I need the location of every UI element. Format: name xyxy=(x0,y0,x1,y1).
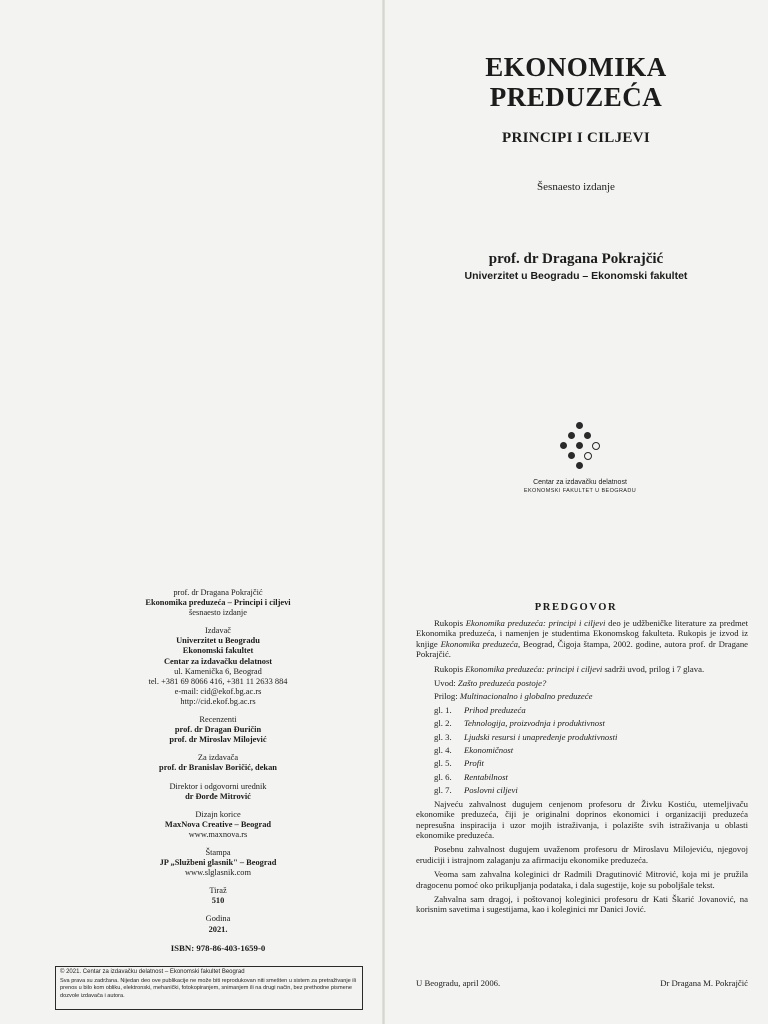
contents-list xyxy=(434,678,748,796)
place-date: U Beogradu, april 2006. xyxy=(416,978,501,988)
contents-chapter: gl. 7. Poslovni ciljevi xyxy=(434,785,518,796)
signature: Dr Dragana M. Pokrajčić xyxy=(660,978,748,988)
preface-paragraph: Rukopis Ekonomika preduzeća: principi i ciljevi sadrži uvod, prilog i 7 glava. xyxy=(434,663,705,674)
editor-label: Direktor i odgovorni urednik xyxy=(169,781,267,791)
print-label: Štampa xyxy=(205,847,231,857)
print-run: 510 xyxy=(211,896,225,906)
reviewer-1: prof. dr Dragan Đuričin xyxy=(174,725,262,735)
colophon-edition: šesnaesto izdanje xyxy=(189,608,247,618)
publisher-address: ul. Kamenička 6, Beograd xyxy=(174,666,262,676)
preface-heading: PREDGOVOR xyxy=(534,602,618,613)
publisher-line3: Centar za izdavačku delatnost xyxy=(163,656,273,666)
print-run-label: Tiraž xyxy=(209,886,227,896)
reviewers-label: Recenzenti xyxy=(199,715,237,725)
title-block xyxy=(384,52,768,193)
colophon xyxy=(118,588,318,953)
logo-line-2: EKONOMSKI FAKULTET U BEOGRADU xyxy=(523,488,637,494)
book-title xyxy=(384,52,768,112)
preface-body xyxy=(416,618,748,919)
colophon-author: prof. dr Dragana Pokrajčić xyxy=(173,588,263,597)
publisher-logo xyxy=(480,420,680,496)
publisher-label: Izdavač xyxy=(204,626,232,636)
contents-chapter: gl. 6. Rentabilnost xyxy=(434,771,508,782)
cover-label: Dizajn korice xyxy=(195,809,241,819)
year: 2021. xyxy=(208,924,228,934)
rights-text: Sva prava su zadržana. Nijedan deo ove publikacije ne može biti reprodukovan niti smešten u sistem za pretraživanje ili prenos u bilo kom obliku, elektronski, mehanički, fotokopiranjem, snimanjem ili na drugi način, bez prethodne pismene dozvole izdavača i autora. xyxy=(60,978,357,999)
year-label: Godina xyxy=(205,914,231,924)
preface-paragraph: Zahvalna sam dragoj, i poštovanoj koleginici profesoru dr Kati Škarić Jovanović, na korisnim savetima i sugestijama, kao i koleginici mr Danici Jović. xyxy=(416,893,748,915)
contents-chapter: gl. 3. Ljudski resursi i unapređenje produktivnosti xyxy=(434,731,618,742)
reviewer-2: prof. dr Miroslav Milojević xyxy=(169,735,267,745)
copyright-line: © 2021. Centar za izdavačku delatnost – Ekonomski fakultet Beograd xyxy=(60,969,245,975)
printer-web: www.slglasnik.com xyxy=(185,868,251,878)
contents-chapter: gl. 2. Tehnologija, proizvodnja i produktivnost xyxy=(434,718,605,729)
for-publisher: prof. dr Branislav Boričić, dekan xyxy=(159,763,277,773)
contents-chapter: gl. 5. Profit xyxy=(434,758,484,769)
publisher-email: e-mail: cid@ekof.bg.ac.rs xyxy=(174,686,262,696)
logo-caption xyxy=(480,478,680,496)
preface-paragraph: Veoma sam zahvalna koleginici dr Radmili Dragutinović Mitrović, koja mi je pružila dragocenu pomoć oko prikupljanja podataka, i dala sugestije, koje su poboljšale tekst. xyxy=(416,869,748,890)
title-line-2: PREDUZEĆA xyxy=(489,82,663,112)
author-affiliation: Univerzitet u Beogradu – Ekonomski fakultet xyxy=(464,270,688,282)
cover-web: www.maxnova.rs xyxy=(188,829,248,839)
preface-paragraph: Najveću zahvalnost dugujem cenjenom profesoru dr Živku Kostiću, utemeljivaču ekonomike preduzeća, čiji je originalni doprinos ekonomici i organizaciji preduzeća nepresušna inspiracija i uzor mojih istraživanja, i polazište svih istraživanja u oblasti ekonomike preduzeća. xyxy=(416,798,748,840)
title-line-1: EKONOMIKA xyxy=(485,52,667,82)
contents-chapter: gl. 1. Prihod preduzeća xyxy=(434,704,526,715)
printer: JP „Službeni glasnik" – Beograd xyxy=(159,858,277,868)
edition: Šesnaesto izdanje xyxy=(537,181,615,193)
contents-intro: Uvod: Zašto preduzeća postoje? xyxy=(434,678,547,689)
isbn: ISBN: 978-86-403-1659-0 xyxy=(170,942,266,953)
preface-paragraph: Posebnu zahvalnost dugujem uvaženom profesoru dr Miroslavu Milojeviću, njegovoj erudiciji i istrajnom zalaganju za afirmaciju ekonomike preduzeća. xyxy=(416,844,748,865)
publisher-web: http://cid.ekof.bg.ac.rs xyxy=(180,696,256,706)
dots-logo-icon xyxy=(550,420,610,474)
author-block xyxy=(384,251,768,282)
publisher-line2: Ekonomski fakultet xyxy=(182,646,254,656)
editor: dr Đorđe Mitrović xyxy=(185,791,251,801)
right-page xyxy=(384,0,768,1024)
publisher-line1: Univerzitet u Beogradu xyxy=(176,636,260,646)
cover-designer: MaxNova Creative – Beograd xyxy=(164,819,272,829)
copyright-box xyxy=(55,966,363,1010)
author-name: prof. dr Dragana Pokrajčić xyxy=(488,251,664,267)
logo-line-1: Centar za izdavačku delatnost xyxy=(533,479,627,486)
colophon-book-title: Ekonomika preduzeća – Principi i ciljevi xyxy=(145,598,291,608)
contents-chapter: gl. 4. Ekonomičnost xyxy=(434,745,514,756)
for-publisher-label: Za izdavača xyxy=(197,753,239,763)
contents-appendix: Prilog: Multinacionalno i globalno preduzeće xyxy=(434,691,593,702)
book-subtitle: PRINCIPI I CILJEVI xyxy=(502,130,650,146)
preface-paragraph: Rukopis Ekonomika preduzeća: principi i ciljevi deo je udžbeničke literature za predmet Ekonomika preduzeća, i namenjen je studentima Ekonomskog fakulteta. Rukopis je izvod iz knjige Ekonomika preduzeća, Beograd, Čigoja štampa, 2002. godine, autora prof. dr Dragane Pokrajčić. xyxy=(416,618,749,660)
publisher-phone: tel. +381 69 8066 416, +381 11 2633 884 xyxy=(148,676,288,686)
